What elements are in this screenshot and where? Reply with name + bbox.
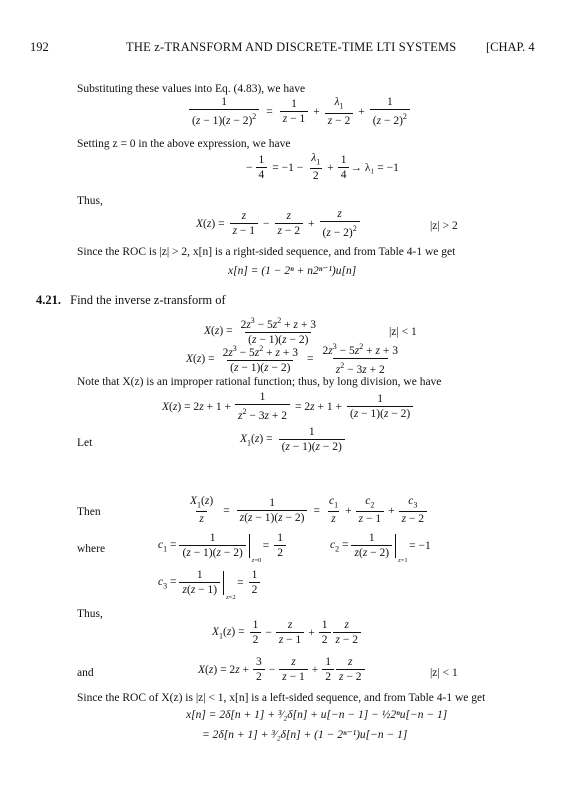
paragraph-setting: Setting z = 0 in the above expression, we have: [77, 138, 291, 150]
equation-X-given: X(z) = $\frac{2z^3 - 5z^2 + z + 3}{(z - 1)(z - 2)}$: [204, 316, 317, 346]
equation-long-division: X(z) = 2z + 1 + $\frac{1}{z^2 - 3z + 2}$ = 2z + 1 + $\frac{1}{(z - 1)(z - 2)}$: [162, 391, 414, 423]
equation-X1: $X_1(z)$ = $\frac{1}{(z - 1)(z - 2)}$: [240, 426, 346, 454]
roc-1: |z| > 2: [430, 220, 458, 232]
label-then: Then: [77, 506, 101, 518]
result-x-n-2b: = 2δ[n + 1] + ³⁄₂δ[n] + (1 − 2ⁿ⁻¹)u[−n − 1]: [202, 729, 408, 741]
running-title: THE z-TRANSFORM AND DISCRETE-TIME LTI SYSTEMS: [126, 40, 457, 54]
equation-X1-over-z: $\frac{X_1(z)}{z}$ = $\frac{1}{z(z - 1)(z - 2)}$ = $\frac{c_1}{z}$ + $\frac{c_2}{z - 1}$ + $\frac{c_3}{z - 2}$: [186, 495, 428, 526]
problem-statement: [36, 293, 226, 308]
equation-X-expanded: X(z) = $\frac{2z^3 - 5z^2 + z + 3}{(z - 1)(z - 2)}$ = $\frac{2z^3 - 5z^2 + z + 3}{z^2 - 3z + 2}$: [186, 342, 398, 376]
problem-number: 4.21.: [36, 293, 61, 307]
paragraph-substituting: Substituting these values into Eq. (4.83), we have: [77, 83, 306, 95]
paragraph-improper: Note that X(z) is an improper rational function; thus, by long division, we have: [77, 376, 442, 388]
equation-c3: $c_3$ = $\frac{1}{z(z - 1)}$ z=2 = $\frac{1}{2}$: [158, 569, 261, 597]
result-x-n-1: x[n] = (1 − 2ⁿ + n2ⁿ⁻¹)u[n]: [228, 265, 357, 277]
label-and: and: [77, 667, 94, 679]
label-thus-2: Thus,: [77, 608, 103, 620]
equation-c2: $c_2$ = $\frac{1}{z(z - 2)}$ z=1 = −1: [330, 532, 431, 564]
equation-lambda: − $\frac{1}{4}$ = −1 − $\frac{\lambda_1}{2}$ + $\frac{1}{4}$ → λ₁ = −1: [246, 152, 399, 183]
result-x-n-2a: x[n] = 2δ[n + 1] + ³⁄₂δ[n] + u[−n − 1] − ½2ⁿu[−n − 1]: [186, 709, 448, 721]
label-where: where: [77, 543, 106, 555]
chapter-label: [CHAP. 4: [486, 40, 535, 54]
equation-X-final: X(z) = 2z + $\frac{3}{2}$ − $\frac{z}{z - 1}$ + $\frac{1}{2}$ $\frac{z}{z - 2}$: [198, 656, 366, 684]
lambda-result: → λ₁ = −1: [350, 161, 399, 174]
label-let: Let: [77, 437, 93, 449]
equation-X-of-z-1: X(z) = $\frac{z}{z - 1}$ − $\frac{z}{z - 2}$ + $\frac{z}{(z - 2)^2}$: [196, 208, 361, 240]
problem-text: Find the inverse z-transform of: [70, 293, 226, 307]
roc-3: |z| < 1: [430, 667, 458, 679]
page-number: 192: [30, 40, 49, 54]
equation-X1-result: $X_1(z)$ = $\frac{1}{2}$ − $\frac{z}{z - 1}$ + $\frac{1}{2}$ $\frac{z}{z - 2}$: [212, 619, 362, 647]
label-thus-1: Thus,: [77, 195, 103, 207]
paragraph-since-roc-1: Since the ROC is |z| > 2, x[n] is a right-sided sequence, and from Table 4-1 we get: [77, 246, 456, 258]
page-header: [0, 40, 569, 56]
equation-partial-fraction: $\frac{1}{(z - 1)(z - 2)^2}$ = $\frac{1}{z - 1}$ + $\frac{\lambda_1}{z - 2}$ + $\frac{1}{(z - 2)^2}$: [188, 96, 411, 128]
roc-2: |z| < 1: [389, 326, 417, 338]
equation-c1: $c_1$ = $\frac{1}{(z - 1)(z - 2)}$ z=0 = $\frac{1}{2}$: [158, 532, 287, 560]
paragraph-since-roc-2: Since the ROC of X(z) is |z| < 1, x[n] is a left-sided sequence, and from Table 4-1 we get: [77, 692, 486, 704]
